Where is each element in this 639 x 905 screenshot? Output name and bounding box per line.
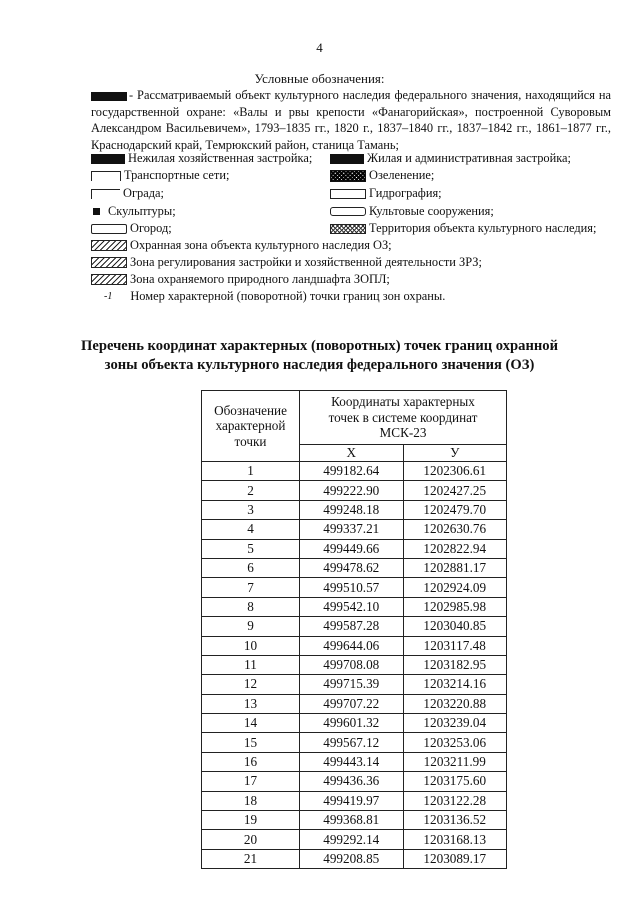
point-number-cell: 9 [202, 617, 300, 636]
point-number-cell: 20 [202, 830, 300, 849]
y-coordinate-cell: 1202427.25 [403, 481, 507, 500]
point-number-cell: 1 [202, 462, 300, 481]
y-coordinate-cell: 1202306.61 [403, 462, 507, 481]
table-row [202, 617, 507, 636]
table-row [202, 714, 507, 733]
point-number-cell: 12 [202, 675, 300, 694]
x-coordinate-cell: 499644.06 [300, 636, 404, 655]
y-coordinate-cell: 1203122.28 [403, 791, 507, 810]
heritage-object-symbol-icon [91, 92, 127, 101]
legend-item-hydrography [330, 186, 442, 201]
table-row [202, 500, 507, 519]
section-title-line: Перечень координат характерных (поворотных) точек границ охранной [81, 338, 558, 354]
legend-item-label: Озеленение; [369, 168, 435, 182]
x-coordinate-cell: 499449.66 [300, 539, 404, 558]
point-number-cell: 13 [202, 694, 300, 713]
y-coordinate-cell: 1203220.88 [403, 694, 507, 713]
diagonal-hatch-icon [91, 257, 127, 268]
y-coordinate-cell: 1203117.48 [403, 636, 507, 655]
point-number-cell: 16 [202, 752, 300, 771]
point-number-cell: 6 [202, 558, 300, 577]
table-row [202, 462, 507, 481]
legend-item-greenery [330, 168, 434, 183]
black-fill-icon [91, 154, 125, 164]
table-row [202, 655, 507, 674]
table-row [202, 578, 507, 597]
x-coordinate-cell: 499248.18 [300, 500, 404, 519]
y-coordinate-cell: 1203040.85 [403, 617, 507, 636]
y-coordinate-cell: 1202881.17 [403, 558, 507, 577]
point-number-cell: 8 [202, 597, 300, 616]
point-number-cell: 15 [202, 733, 300, 752]
x-coordinate-cell: 499419.97 [300, 791, 404, 810]
black-fill-icon [330, 154, 364, 164]
point-number-cell: 17 [202, 772, 300, 791]
point-number-cell: 3 [202, 500, 300, 519]
outline-box-icon [330, 207, 366, 216]
x-coordinate-cell: 499182.64 [300, 462, 404, 481]
legend-item-label: Охранная зона объекта культурного наследия ОЗ; [130, 238, 392, 252]
x-coordinate-cell: 499436.36 [300, 772, 404, 791]
table-row [202, 830, 507, 849]
legend-item-label: Огород; [130, 221, 172, 235]
y-coordinate-cell: 1203253.06 [403, 733, 507, 752]
table-row [202, 772, 507, 791]
x-coordinate-cell: 499707.22 [300, 694, 404, 713]
x-coordinate-cell: 499222.90 [300, 481, 404, 500]
legend-item-label: Скульптуры; [108, 204, 176, 218]
x-coordinate-cell: 499510.57 [300, 578, 404, 597]
table-row [202, 849, 507, 868]
point-number-icon: -1 [104, 291, 113, 302]
x-coordinate-cell: 499601.32 [300, 714, 404, 733]
table-row [202, 694, 507, 713]
legend-item-heritage-territory [330, 221, 596, 236]
header-line: Координаты характерных [331, 394, 475, 410]
outline-box-icon [330, 189, 366, 199]
legend-item-sculptures [91, 204, 176, 219]
legend-item-label: Нежилая хозяйственная застройка; [128, 151, 313, 165]
y-coordinate-cell: 1203089.17 [403, 849, 507, 868]
legend-item-label: Территория объекта культурного наследия; [369, 221, 597, 235]
point-number-cell: 11 [202, 655, 300, 674]
y-coordinate-cell: 1203211.99 [403, 752, 507, 771]
x-coordinate-cell: 499587.28 [300, 617, 404, 636]
table-row [202, 481, 507, 500]
header-point-designation [202, 391, 300, 462]
legend-item-religious [330, 204, 494, 219]
x-coordinate-cell: 499368.81 [300, 811, 404, 830]
x-coordinate-cell: 499337.21 [300, 520, 404, 539]
section-title-line: зоны объекта культурного наследия федерального значения (ОЗ) [104, 357, 535, 373]
header-line: характерной [215, 418, 286, 434]
y-coordinate-cell: 1203136.52 [403, 811, 507, 830]
legend-item-zone-oz [91, 238, 392, 253]
point-number-cell: 7 [202, 578, 300, 597]
rounded-box-icon [91, 224, 127, 234]
table-row [202, 733, 507, 752]
legend-intro [91, 87, 611, 153]
table-row [202, 539, 507, 558]
table-row [202, 636, 507, 655]
y-coordinate-cell: 1202924.09 [403, 578, 507, 597]
header-coordinates [300, 391, 507, 445]
point-number-cell: 21 [202, 849, 300, 868]
header-line: точек в системе координат [328, 409, 478, 425]
legend-item-label: Транспортные сети; [124, 168, 230, 182]
y-coordinate-cell: 1203239.04 [403, 714, 507, 733]
x-coordinate-cell: 499542.10 [300, 597, 404, 616]
legend-title: Условные обозначения: [254, 71, 385, 86]
table-row [202, 791, 507, 810]
table-row [202, 675, 507, 694]
crosshatch-box-icon [330, 224, 366, 234]
x-coordinate-cell: 499708.08 [300, 655, 404, 674]
point-number-cell: 5 [202, 539, 300, 558]
point-number-cell: 10 [202, 636, 300, 655]
x-coordinate-cell: 499478.62 [300, 558, 404, 577]
x-coordinate-cell: 499443.14 [300, 752, 404, 771]
y-coordinate-cell: 1203175.60 [403, 772, 507, 791]
y-coordinate-cell: 1202822.94 [403, 539, 507, 558]
table-row [202, 520, 507, 539]
y-coordinate-cell: 1203214.16 [403, 675, 507, 694]
legend-item-zone-zopl [91, 272, 390, 287]
legend-item-label: Жилая и административная застройка; [367, 151, 571, 165]
coordinates-table [201, 390, 507, 869]
y-coordinate-cell: 1202985.98 [403, 597, 507, 616]
dark-hatch-icon [330, 170, 366, 182]
diagonal-hatch-icon [91, 274, 127, 285]
y-coordinate-cell: 1202630.76 [403, 520, 507, 539]
legend-item-residential [330, 151, 571, 166]
line-bracket-icon [91, 171, 121, 181]
legend-item-label: Зона регулирования застройки и хозяйственной деятельности ЗРЗ; [130, 255, 482, 269]
header-x: X [300, 444, 404, 461]
legend-item-label: Гидрография; [369, 186, 442, 200]
x-coordinate-cell: 499567.12 [300, 733, 404, 752]
legend-item-zone-zrz [91, 255, 482, 270]
legend-item-label: Зона охраняемого природного ландшафта ЗОПЛ; [130, 272, 390, 286]
legend-item-nonresidential [91, 151, 312, 166]
section-title [0, 337, 639, 375]
legend-item-fence [91, 186, 164, 201]
y-coordinate-cell: 1203168.13 [403, 830, 507, 849]
point-number-cell: 18 [202, 791, 300, 810]
header-line: МСК-23 [379, 425, 427, 441]
legend-item-point [100, 289, 445, 304]
diagonal-hatch-icon [91, 240, 127, 251]
header-line: точки [234, 433, 267, 449]
page-number: 4 [316, 40, 323, 55]
point-number-cell: 14 [202, 714, 300, 733]
table-row [202, 752, 507, 771]
table-row [202, 597, 507, 616]
table-row [202, 811, 507, 830]
point-number-cell: 2 [202, 481, 300, 500]
line-corner-icon [91, 189, 120, 199]
legend-item-label: Ограда; [123, 186, 164, 200]
point-number-cell: 4 [202, 520, 300, 539]
x-coordinate-cell: 499292.14 [300, 830, 404, 849]
y-coordinate-cell: 1203182.95 [403, 655, 507, 674]
legend-item-label: Номер характерной (поворотной) точки границ зон охраны. [130, 289, 446, 303]
legend-item-label: Культовые сооружения; [369, 204, 494, 218]
table-row [202, 558, 507, 577]
y-coordinate-cell: 1202479.70 [403, 500, 507, 519]
legend-item-transport [91, 168, 229, 183]
header-y: У [403, 444, 507, 461]
point-number-cell: 19 [202, 811, 300, 830]
x-coordinate-cell: 499208.85 [300, 849, 404, 868]
x-coordinate-cell: 499715.39 [300, 675, 404, 694]
header-line: Обозначение [214, 402, 287, 418]
legend-item-garden [91, 221, 172, 236]
legend-intro-text: - Рассматриваемый объект культурного наследия федерального значения, находящийся на государственной охране: «Валы и рвы крепости «Фанагорийская», построенной Суворовым Александром Васильевичем», 1793–1835 гг., 1820 г., 1837–1840 гг., 1837–1842 гг., 1861–1877 гг., Краснодарский край, Темрюкский район, станица Тамань; [91, 88, 611, 152]
small-black-square-icon [93, 208, 100, 215]
